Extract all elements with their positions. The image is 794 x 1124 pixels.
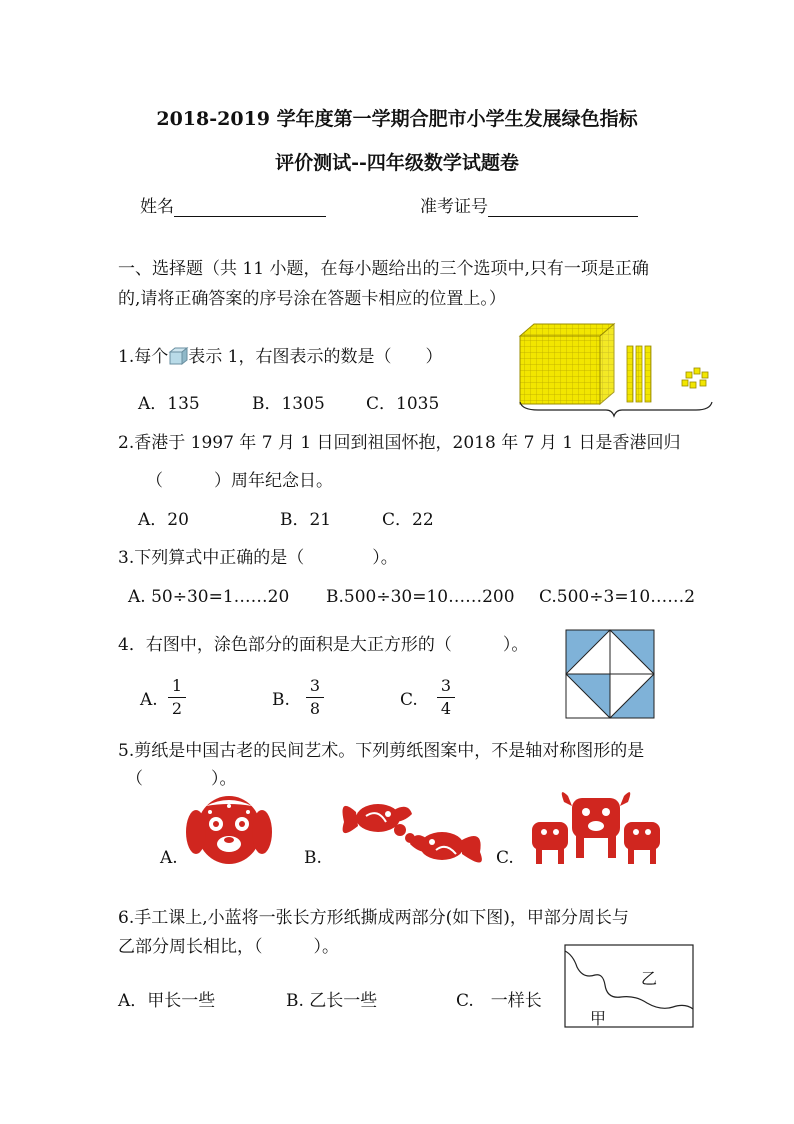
q5-option-b-label: B. — [304, 848, 322, 868]
q4-a-numerator: 1 — [171, 676, 183, 695]
papercut-goldfish-icon — [338, 792, 488, 876]
q6-label-jia: 甲 — [590, 1009, 607, 1028]
q3-option-c: C.500÷3=10……2 — [539, 587, 696, 607]
q1-option-a: A．135 — [138, 394, 200, 414]
papercut-dog-icon — [186, 792, 272, 872]
title-line-2: 评价测试--四年级数学试题卷 — [275, 152, 519, 174]
q3-stem: 3.下列算式中正确的是（ ）。 — [118, 548, 398, 568]
ten-rods-icon — [627, 346, 651, 402]
section1-heading-line-2: 的,请将正确答案的序号涂在答题卡相应的位置上。） — [118, 289, 506, 309]
q6-option-c: C. 一样长 — [456, 991, 542, 1011]
q5-stem-line-2: （ ）。 — [126, 769, 237, 789]
q4-option-c-fraction — [437, 676, 455, 719]
q2-stem-line-2: （ ）周年纪念日。 — [146, 471, 333, 491]
q3-option-a: A. 50÷30=1……20 — [128, 587, 290, 607]
q4-a-denominator: 2 — [171, 699, 183, 718]
q2-stem-line-1: 2.香港于 1997 年 7 月 1 日回到祖国怀抱，2018 年 7 月 1 日是香港回归 — [118, 433, 681, 453]
q4-option-b-fraction — [306, 676, 324, 719]
exam-id-field — [420, 192, 638, 217]
q4-c-numerator: 3 — [440, 676, 452, 695]
q4-option-b-label: B. — [272, 690, 290, 710]
q5-option-c-label: C. — [496, 848, 514, 868]
q4-shaded-square-figure — [566, 630, 656, 718]
q1-stem-before: 1.每个 — [118, 347, 169, 367]
q5-option-a-label: A. — [160, 848, 178, 868]
exam-id-blank — [488, 198, 638, 217]
papercut-oxen-icon — [528, 786, 664, 870]
q1-option-b: B．1305 — [252, 394, 325, 414]
one-cubes-icon — [682, 368, 708, 388]
section1-heading-line-1: 一、选择题（共 11 小题，在每小题给出的三个选项中,只有一项是正确 — [118, 259, 649, 279]
q1-stem-after: 表示 1，右图表示的数是（ ） — [188, 347, 443, 367]
q4-option-a-label: A. — [140, 690, 158, 710]
q2-option-b: B．21 — [280, 510, 332, 530]
thousand-cube-icon — [520, 324, 614, 404]
q6-option-b: B. 乙长一些 — [286, 991, 378, 1011]
q1-option-c: C．1035 — [366, 394, 440, 414]
q6-stem-line-2: 乙部分周长相比，（ ）。 — [118, 937, 339, 957]
exam-id-label: 准考证号 — [420, 197, 488, 217]
q3-option-b: B.500÷30=10……200 — [326, 587, 515, 607]
name-field — [140, 192, 326, 217]
q4-option-a-fraction — [168, 676, 186, 719]
title-line-1: 2018-2019 学年度第一学期合肥市小学生发展绿色指标 — [156, 108, 638, 130]
q6-option-a: A．甲长一些 — [118, 991, 216, 1011]
unit-cube-icon — [168, 347, 188, 365]
q5-stem-line-1: 5.剪纸是中国古老的民间艺术。下列剪纸图案中，不是轴对称图形的是 — [118, 741, 645, 761]
q4-stem: 4．右图中，涂色部分的面积是大正方形的（ ）。 — [118, 635, 529, 655]
q2-option-c: C．22 — [382, 510, 434, 530]
q1-base-ten-blocks-figure — [518, 322, 718, 414]
name-blank — [174, 198, 326, 217]
q2-option-a: A．20 — [138, 510, 189, 530]
name-label: 姓名 — [140, 197, 174, 217]
q6-torn-paper-figure — [565, 945, 695, 1029]
q4-b-numerator: 3 — [309, 676, 321, 695]
q4-option-c-label: C. — [400, 690, 418, 710]
q4-b-denominator: 8 — [309, 699, 321, 718]
q6-stem-line-1: 6.手工课上,小蓝将一张长方形纸撕成两部分(如下图)，甲部分周长与 — [118, 908, 629, 928]
q6-label-yi: 乙 — [641, 969, 658, 988]
q4-c-denominator: 4 — [440, 699, 452, 718]
q1-stem — [118, 342, 442, 367]
